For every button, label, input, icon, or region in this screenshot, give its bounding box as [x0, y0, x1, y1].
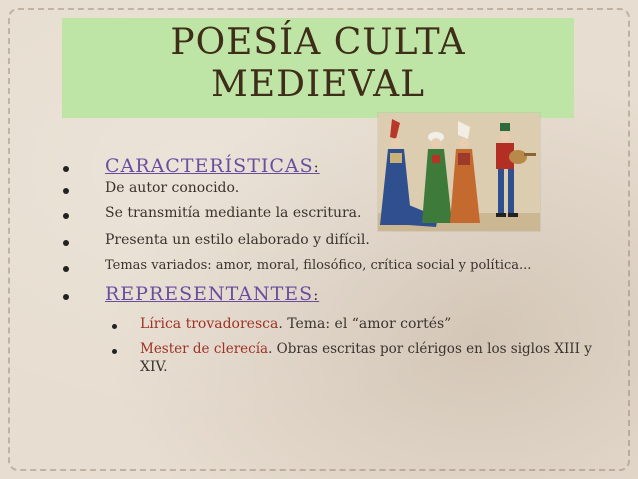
characteristics-heading-colon: :	[313, 158, 320, 176]
characteristic-item-4: Temas variados: amor, moral, filosófico, crítica social y política...	[105, 258, 532, 273]
characteristic-item-3: Presenta un estilo elaborado y difícil.	[105, 232, 370, 248]
representative-item-1	[140, 316, 451, 332]
bullet	[63, 166, 69, 172]
bullet	[63, 266, 69, 272]
representative-item-2-continuation: XIV.	[140, 359, 168, 375]
representative-rest-1: . Tema: el “amor cortés”	[278, 316, 452, 332]
characteristic-item-1: De autor conocido.	[105, 180, 240, 196]
characteristics-heading-text: CARACTERÍSTICAS	[105, 155, 314, 177]
title-line-2: MEDIEVAL	[211, 64, 425, 105]
bullet	[63, 240, 69, 246]
sub-bullet	[112, 349, 117, 354]
representatives-heading	[105, 283, 319, 305]
bullet	[63, 294, 69, 300]
sub-bullet	[112, 324, 117, 329]
representatives-heading-text: REPRESENTANTES	[105, 283, 314, 305]
representatives-heading-colon: :	[313, 286, 320, 304]
representative-lead-1: Lírica trovadoresca	[140, 316, 279, 332]
representative-item-2	[140, 341, 592, 357]
representative-rest-2: . Obras escritas por clérigos en los siglos XIII y	[268, 341, 592, 357]
representative-lead-2: Mester de clerecía	[140, 341, 269, 357]
slide-title	[62, 22, 574, 106]
bullet	[63, 213, 69, 219]
bullet	[63, 188, 69, 194]
title-line-1: POESÍA CULTA	[170, 22, 466, 63]
characteristics-heading	[105, 155, 320, 177]
medieval-figures-image	[378, 113, 540, 231]
characteristic-item-2: Se transmitía mediante la escritura.	[105, 205, 362, 221]
